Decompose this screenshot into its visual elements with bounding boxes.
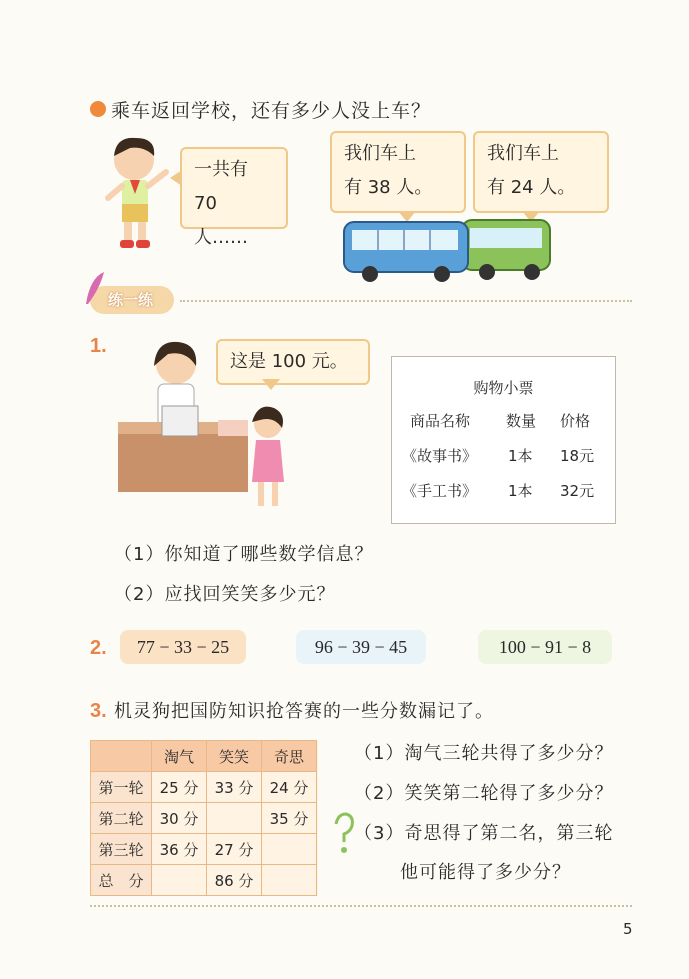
table-cell: 86 分 <box>207 865 262 896</box>
bus1-bubble-line2: 有 38 人。 <box>344 177 433 198</box>
bus1-speech-bubble <box>330 131 466 213</box>
bus1-bubble-line1: 我们车上 <box>344 143 416 164</box>
bus2-bubble-line2: 有 24 人。 <box>487 177 576 198</box>
divider <box>90 905 632 907</box>
table-cell: 33 分 <box>207 772 262 803</box>
table-cell: 第一轮 <box>91 772 152 803</box>
score-table-wrapper <box>90 740 318 896</box>
expression-card: 77 − 33 − 25 <box>120 630 246 664</box>
table-cell: 36 分 <box>152 834 207 865</box>
ex3-title: 机灵狗把国防知识抢答赛的一些分数漏记了。 <box>114 701 494 722</box>
table-header: 淘气 <box>152 741 207 772</box>
receipt-cell: 1本 <box>508 447 533 465</box>
bubble-tail-icon <box>262 379 280 390</box>
receipt-cell: 32元 <box>560 482 595 500</box>
boy-illustration <box>100 132 172 254</box>
ex3-question-1: （1）淘气三轮共得了多少分？ <box>354 743 614 764</box>
intro-question: 乘车返回学校，还有多少人没上车？ <box>111 100 432 122</box>
bullet-dot-icon <box>90 101 106 117</box>
bubble-tail-icon <box>170 170 182 186</box>
buses-illustration <box>342 214 557 284</box>
table-cell <box>262 865 317 896</box>
ex1-question-2: （2）应找回笑笑多少元？ <box>114 584 336 605</box>
receipt-cell: 《手工书》 <box>402 482 478 500</box>
table-cell <box>152 865 207 896</box>
receipt-header: 商品名称 <box>410 412 471 430</box>
receipt-header: 数量 <box>506 412 537 430</box>
cashier-speech-bubble: 这是 100 元。 <box>216 339 370 385</box>
ex3-question-3-line1: （3）奇思得了第二名，第三轮 <box>354 823 614 844</box>
feather-icon <box>80 268 108 308</box>
table-header: 奇思 <box>262 741 317 772</box>
boy-bubble-line2: 70 人…… <box>194 193 248 248</box>
divider <box>180 300 632 302</box>
exercise-number: 2. <box>90 637 107 659</box>
expression-card: 100 − 91 − 8 <box>478 630 612 664</box>
ex3-question-2: （2）笑笑第二轮得了多少分？ <box>354 783 614 804</box>
table-cell: 27 分 <box>207 834 262 865</box>
table-cell: 24 分 <box>262 772 317 803</box>
table-cell: 35 分 <box>262 803 317 834</box>
ex3-question-3-line2: 他可能得了多少分？ <box>400 862 571 883</box>
page-number: 5 <box>623 920 633 938</box>
table-header: 笑笑 <box>207 741 262 772</box>
receipt-cell: 《故事书》 <box>402 447 478 465</box>
receipt-title: 购物小票 <box>473 379 534 397</box>
practice-label: 练一练 <box>108 291 154 309</box>
table-cell: 总 分 <box>91 865 152 896</box>
table-cell: 第二轮 <box>91 803 152 834</box>
table-cell <box>207 803 262 834</box>
boy-speech-bubble <box>180 147 288 248</box>
receipt-cell: 1本 <box>508 482 533 500</box>
expression-card: 96 − 39 − 45 <box>296 630 426 664</box>
exercise-number: 3. <box>90 700 107 722</box>
table-header <box>91 741 152 772</box>
table-cell: 25 分 <box>152 772 207 803</box>
bus2-bubble-line1: 我们车上 <box>487 143 559 164</box>
table-cell <box>262 834 317 865</box>
ex1-question-1: （1）你知道了哪些数学信息？ <box>114 544 374 565</box>
boy-bubble-line1: 一共有 <box>194 159 248 180</box>
receipt-cell: 18元 <box>560 447 595 465</box>
exercise-number: 1. <box>90 335 107 357</box>
bus2-speech-bubble <box>473 131 609 213</box>
score-table <box>90 740 317 896</box>
table-cell: 第三轮 <box>91 834 152 865</box>
receipt-header: 价格 <box>560 412 591 430</box>
table-cell: 30 分 <box>152 803 207 834</box>
receipt <box>391 356 616 524</box>
